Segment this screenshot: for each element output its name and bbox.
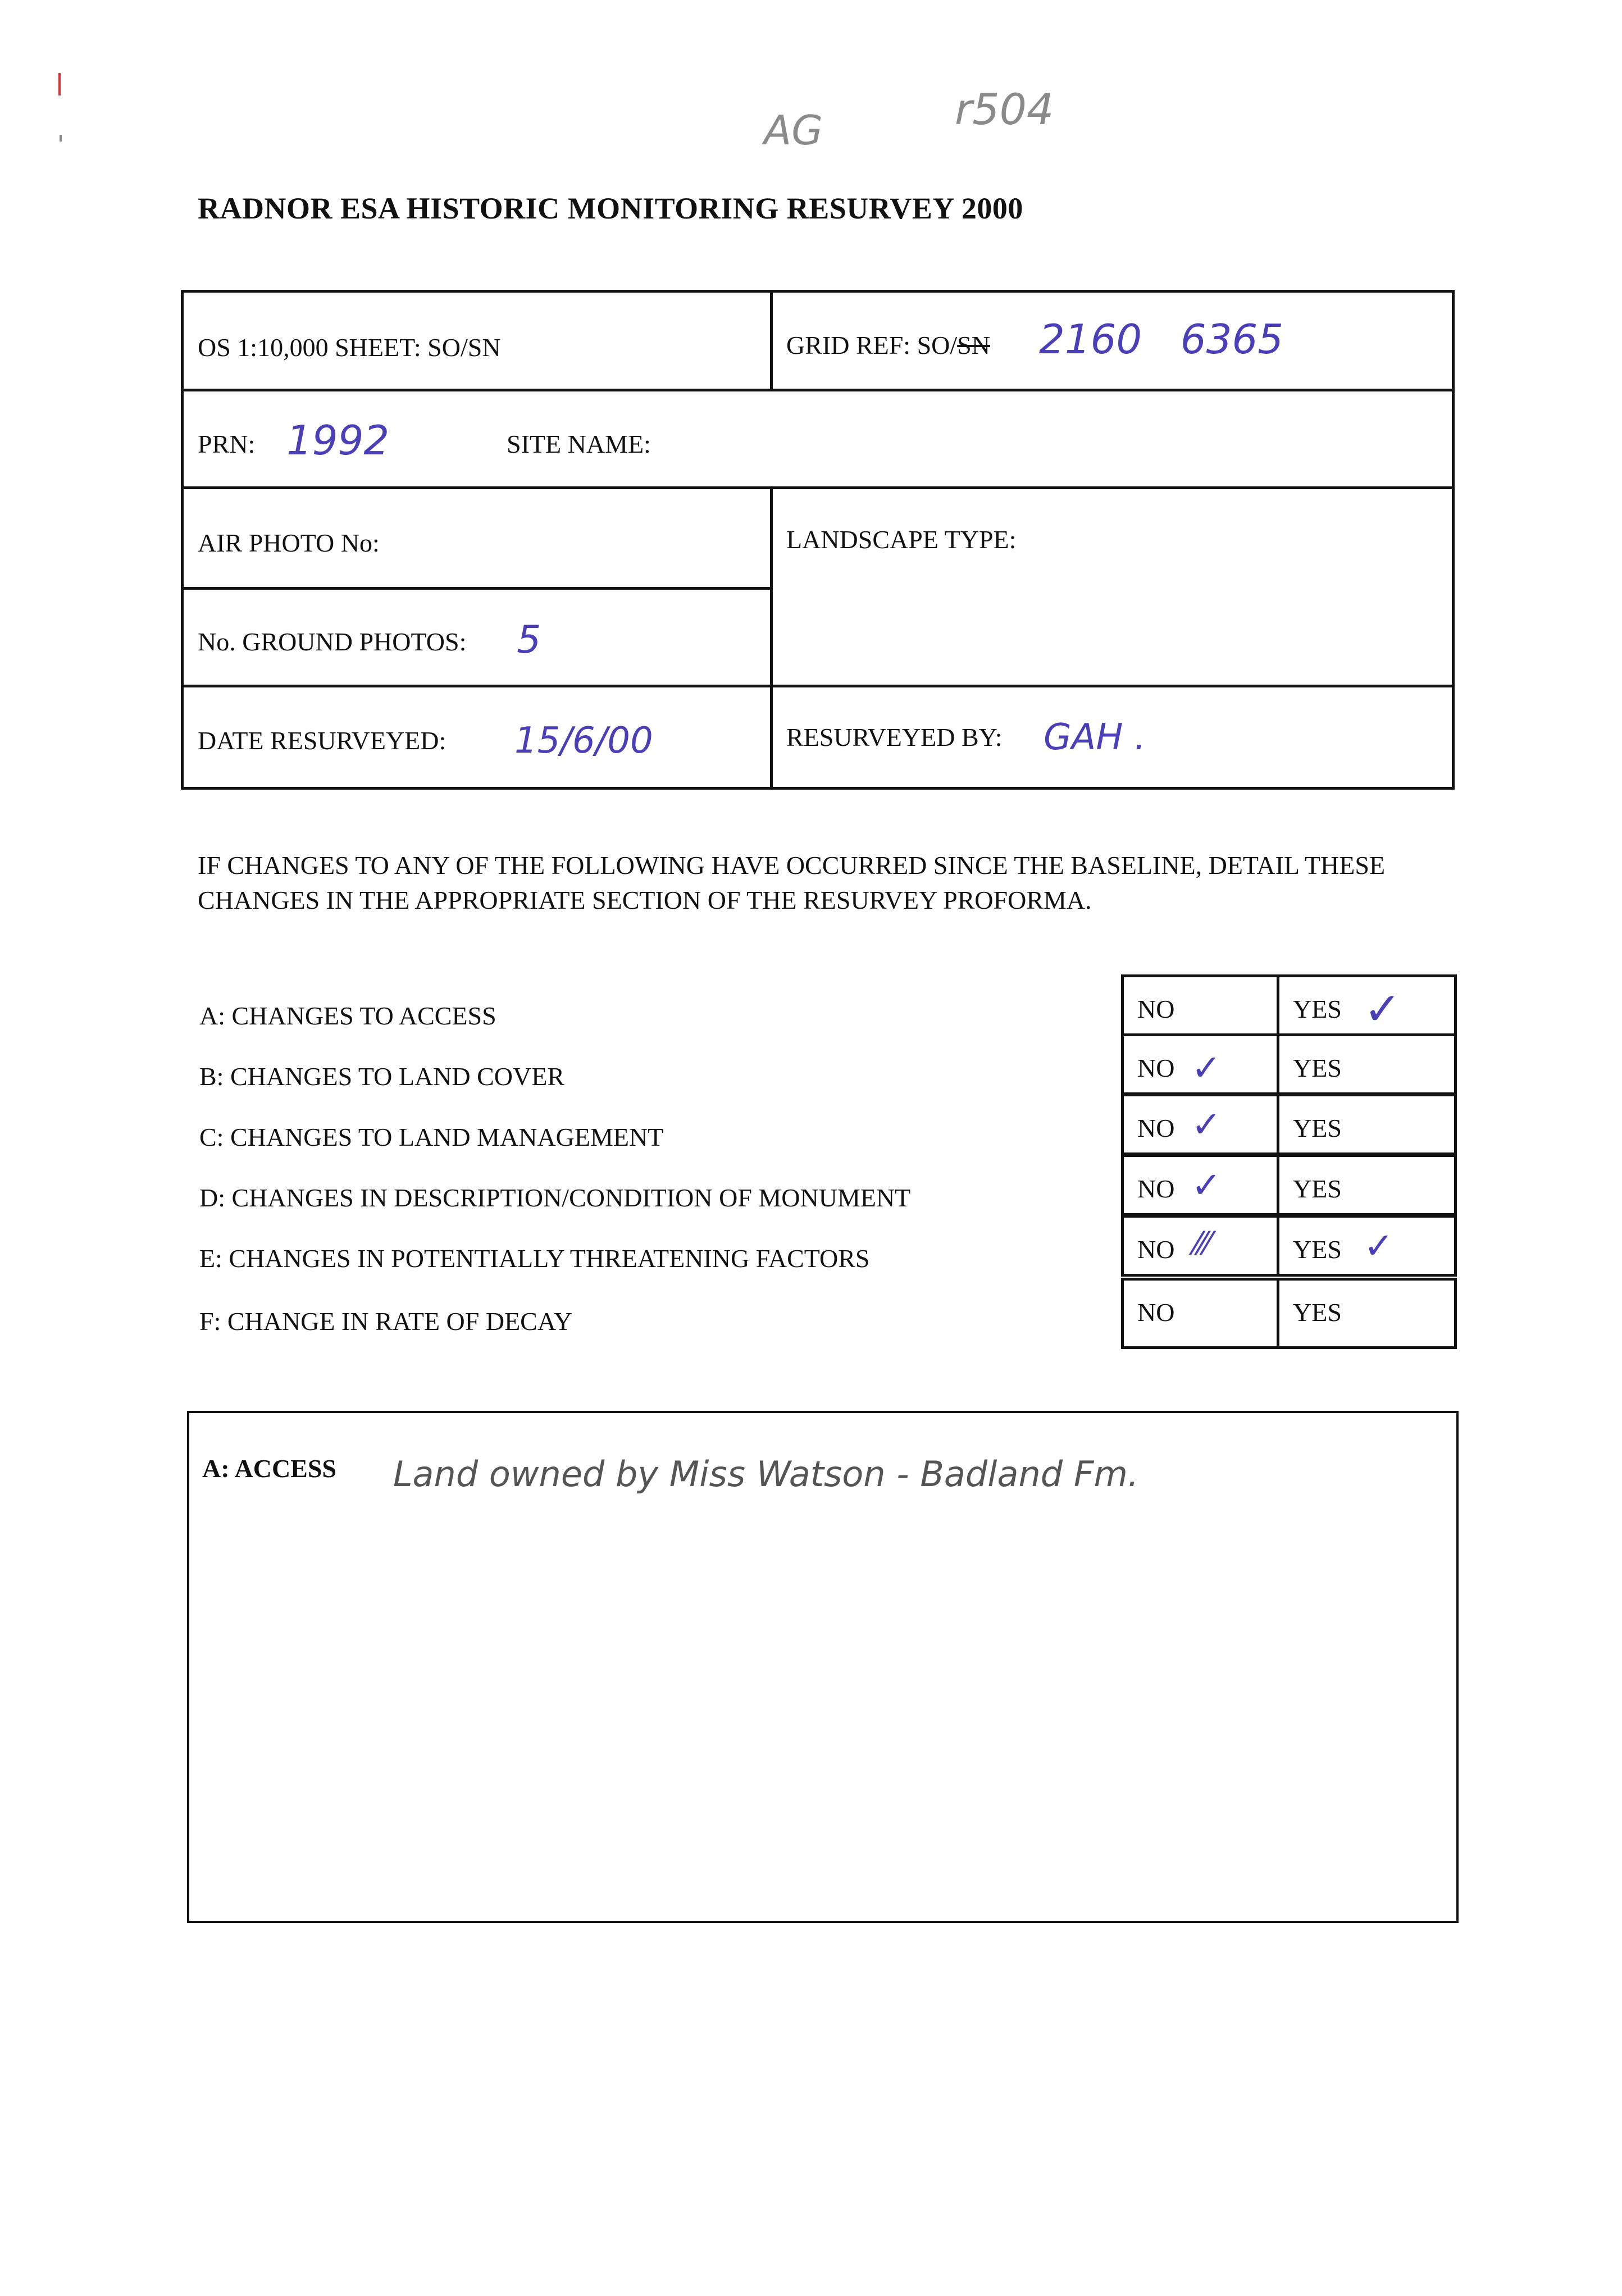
scribble-icon: ⁄⁄⁄ [1195, 1226, 1211, 1262]
os-sheet-label: OS 1:10,000 SHEET: SO/SN [198, 333, 501, 362]
yes-option[interactable]: YES [1277, 1154, 1457, 1216]
choice-row-e [1121, 1215, 1457, 1277]
choice-row-d [1121, 1154, 1457, 1216]
yes-option[interactable]: YES [1277, 1033, 1457, 1095]
resurveyed-by-label: RESURVEYED BY: [786, 723, 1003, 751]
access-notes[interactable]: Land owned by Miss Watson - Badland Fm. [393, 1454, 1139, 1495]
no-option[interactable]: NO ✓ [1121, 1154, 1279, 1216]
site-name-label: SITE NAME: [507, 430, 651, 458]
no-option[interactable]: NO ⁄⁄⁄ [1121, 1215, 1279, 1277]
question-a-label: A: CHANGES TO ACCESS [199, 1001, 496, 1030]
no-option[interactable]: NO ✓ [1121, 1033, 1279, 1095]
check-mark-icon: ✓ [1191, 1165, 1222, 1206]
question-f-label: F: CHANGE IN RATE OF DECAY [199, 1307, 573, 1336]
check-mark-icon: ✓ [1364, 983, 1402, 1035]
page-title: RADNOR ESA HISTORIC MONITORING RESURVEY 2000 [198, 192, 1023, 225]
date-resurveyed-label: DATE RESURVEYED: [198, 726, 446, 755]
check-mark-icon: ✓ [1364, 1226, 1394, 1267]
yes-no-grid [1121, 974, 1457, 1349]
choice-row-a [1121, 974, 1457, 1036]
check-mark-icon: ✓ [1191, 1104, 1222, 1146]
choice-row-f [1121, 1278, 1457, 1349]
question-e-label: E: CHANGES IN POTENTIALLY THREATENING FACTORS [199, 1244, 870, 1273]
ground-photos-label: No. GROUND PHOTOS: [198, 627, 467, 656]
choice-row-c [1121, 1094, 1457, 1155]
ground-photos-value: 5 [517, 618, 541, 662]
air-photo-label: AIR PHOTO No: [198, 529, 380, 557]
margin-mark [60, 135, 62, 142]
yes-option[interactable]: YES ✓ [1277, 1215, 1457, 1277]
date-resurveyed-value: 15/6/00 [514, 720, 653, 762]
question-d-label: D: CHANGES IN DESCRIPTION/CONDITION OF MONUMENT [199, 1183, 911, 1212]
instructions-text: IF CHANGES TO ANY OF THE FOLLOWING HAVE OCCURRED SINCE THE BASELINE, DETAIL THESE CHANGES IN THE APPROPRIATE SECTION OF THE RESURVEY PROFORMA. [198, 851, 1386, 914]
no-option[interactable]: NO [1121, 974, 1279, 1036]
yes-option[interactable]: YES [1277, 1278, 1457, 1349]
no-option[interactable]: NO ✓ [1121, 1094, 1279, 1155]
question-c-label: C: CHANGES TO LAND MANAGEMENT [199, 1123, 664, 1151]
access-section-label: A: ACCESS [202, 1454, 337, 1483]
prn-value: 1992 [286, 417, 390, 464]
prn-label: PRN: [198, 430, 256, 458]
grid-ref-prefix: GRID REF: SO/ [786, 331, 958, 359]
no-option[interactable]: NO [1121, 1278, 1279, 1349]
margin-mark [58, 73, 61, 95]
yes-option[interactable]: YES [1277, 1094, 1457, 1155]
check-mark-icon: ✓ [1191, 1047, 1222, 1089]
choice-row-b [1121, 1033, 1457, 1095]
grid-ref-label [786, 330, 990, 360]
annotation-reference: r504 [955, 84, 1054, 134]
question-b-label: B: CHANGES TO LAND COVER [199, 1062, 565, 1091]
grid-ref-value: 2160 6365 [1039, 316, 1284, 363]
resurveyed-by-value: GAH . [1044, 717, 1146, 758]
landscape-type-label: LANDSCAPE TYPE: [786, 525, 1017, 554]
grid-ref-struck: SN [957, 331, 990, 359]
yes-option[interactable]: YES ✓ [1277, 974, 1457, 1036]
annotation-initials: AG [764, 107, 823, 154]
